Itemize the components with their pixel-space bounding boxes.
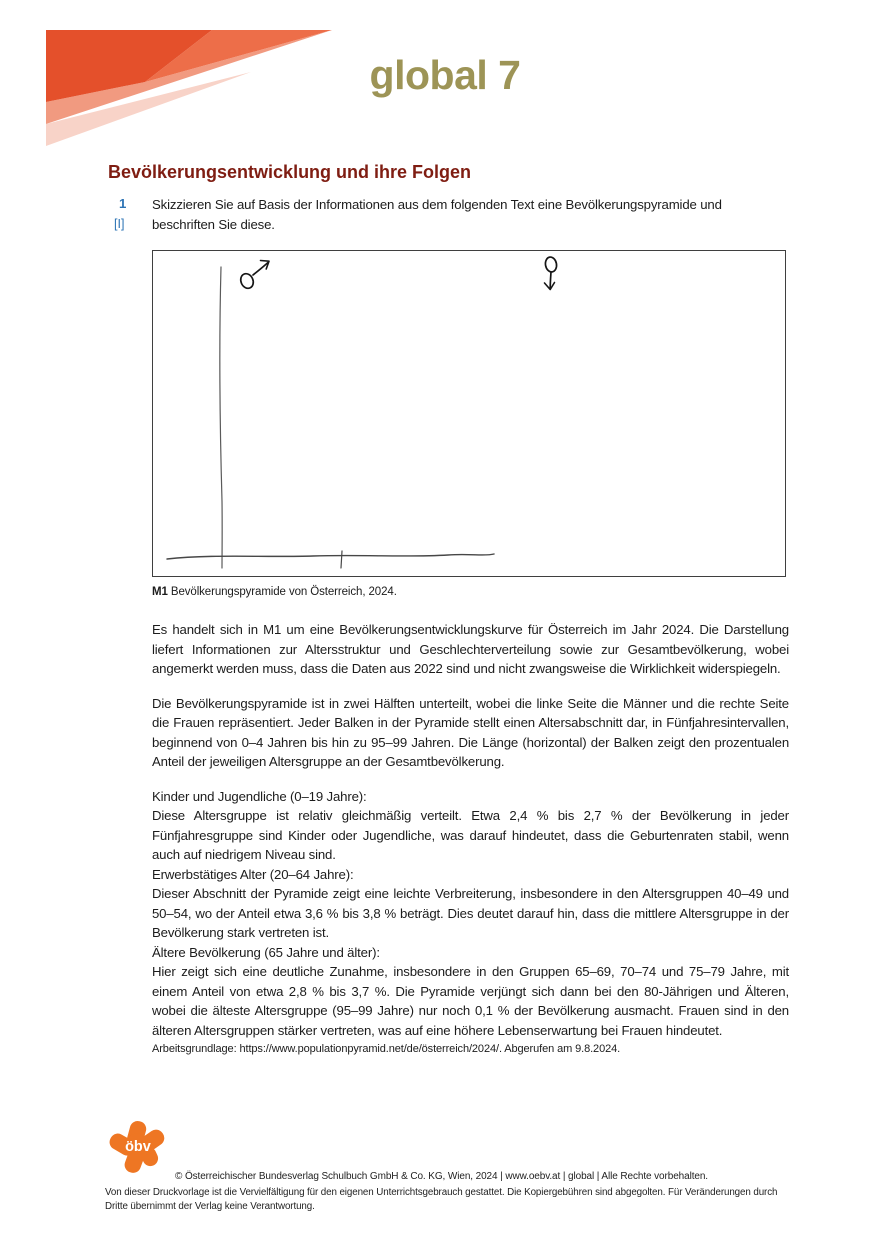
horizontal-axis-line	[167, 554, 494, 559]
oebv-publisher-logo	[108, 1120, 166, 1174]
oebv-logo-text: öbv	[125, 1138, 151, 1155]
task-instruction: Skizzieren Sie auf Basis der Informationen aus dem folgenden Text eine Bevölkerungspyramide und beschriften Sie diese.	[152, 197, 722, 232]
section-heading-working-age: Erwerbstätiges Alter (20–64 Jahre):	[152, 866, 354, 882]
section-heading-elderly: Ältere Bevölkerung (65 Jahre und älter):	[152, 944, 380, 960]
vertical-axis-line	[220, 267, 222, 568]
copyright-line: © Österreichischer Bundesverlag Schulbuch GmbH & Co. KG, Wien, 2024 | www.oebv.at | global | Alle Rechte vorbehalten.	[175, 1171, 708, 1182]
license-text: Von dieser Druckvorlage ist die Vervielfältigung für den eigenen Unterrichtsgebrauch gestattet. Die Kopiergebühren sind abgegolten. Für Veränderungen durch Dritte übernimmt der Verlag keine Verantwortung.	[105, 1187, 778, 1212]
source-note: Arbeitsgrundlage: https://www.populationpyramid.net/de/österreich/2024/. Abgerufen am 9.8.2024.	[152, 1043, 621, 1055]
body-text	[152, 620, 789, 1057]
sketch-canvas	[153, 251, 785, 576]
sketch-box	[152, 250, 786, 577]
task-competence-tag: [I]	[114, 217, 125, 231]
venus-shaft	[550, 272, 551, 289]
section-text-children: Diese Altersgruppe ist relativ gleichmäßig verteilt. Etwa 2,4 % bis 2,7 % der Bevölkerung in jeder Fünfjahresgruppe sind Kinder oder Jugendliche, was darauf hindeutet, dass die Geburtenraten stabil, wenn auch auf niedrigem Niveau sind.	[152, 808, 789, 862]
body-paragraph-structure: Die Bevölkerungspyramide ist in zwei Hälften unterteilt, wobei die linke Seite die Männer und die rechte Seite die Frauen repräsentiert. Jeder Balken in der Pyramide stellt einen Altersabschnitt dar, in Fünfjahresintervallen, beginnend von 0–4 Jahren bis hin zu 95–99 Jahren. Die Länge (horizontal) der Balken zeigt den prozentualen Anteil der jeweiligen Altersgruppe an der Gesamtbevölkerung.	[152, 695, 789, 769]
figure-caption	[152, 586, 397, 598]
female-venus-icon	[544, 256, 557, 289]
figure-caption-label: M1	[152, 586, 168, 598]
figure-caption-text: Bevölkerungspyramide von Österreich, 2024.	[167, 586, 397, 598]
page-title: Bevölkerungsentwicklung und ihre Folgen	[108, 162, 472, 183]
section-text-working-age: Dieser Abschnitt der Pyramide zeigt eine leichte Verbreiterung, insbesondere in den Altersgruppen 40–49 und 50–54, wo der Anteil etwa 3,6 % bis 3,8 % beträgt. Dies deutet darauf hin, dass die mittlere Altersgruppe in der Bevölkerung stark vertreten ist.	[152, 886, 789, 940]
brand-logo-text: global 7	[369, 52, 521, 98]
axis-tick	[341, 551, 342, 568]
venus-circle	[544, 256, 557, 273]
corner-swoosh-graphic	[46, 28, 334, 146]
section-text-elderly: Hier zeigt sich eine deutliche Zunahme, insbesondere in den Gruppen 65–69, 70–74 und 75–79 Jahre, mit einem Anteil von etwa 2,8 % bis 3,7 %. Die Pyramide verjüngt sich dann bei den 80-Jährigen und Älteren, wobei die älteste Altersgruppe (95–99 Jahre) nur noch 0,1 % der Bevölkerung ausmacht. Frauen sind in den älteren Altersgruppen stärker vertreten, was auf eine höhere Lebenserwartung bei Frauen hindeutet.	[152, 964, 789, 1038]
male-mars-icon	[238, 261, 269, 291]
task-number: 1	[119, 196, 127, 211]
body-paragraph-intro: Es handelt sich in M1 um eine Bevölkerungsentwicklungskurve für Österreich im Jahr 2024. Die Darstellung liefert Informationen zur Altersstruktur und Geschlechterverteilung sowie zur Gesamtbevölkerung, wobei angemerkt werden muss, dass die Daten aus 2022 sind und nicht zwangsweise die Wirklichkeit widerspiegeln.	[152, 622, 789, 676]
section-heading-children: Kinder und Jugendliche (0–19 Jahre):	[152, 788, 367, 804]
